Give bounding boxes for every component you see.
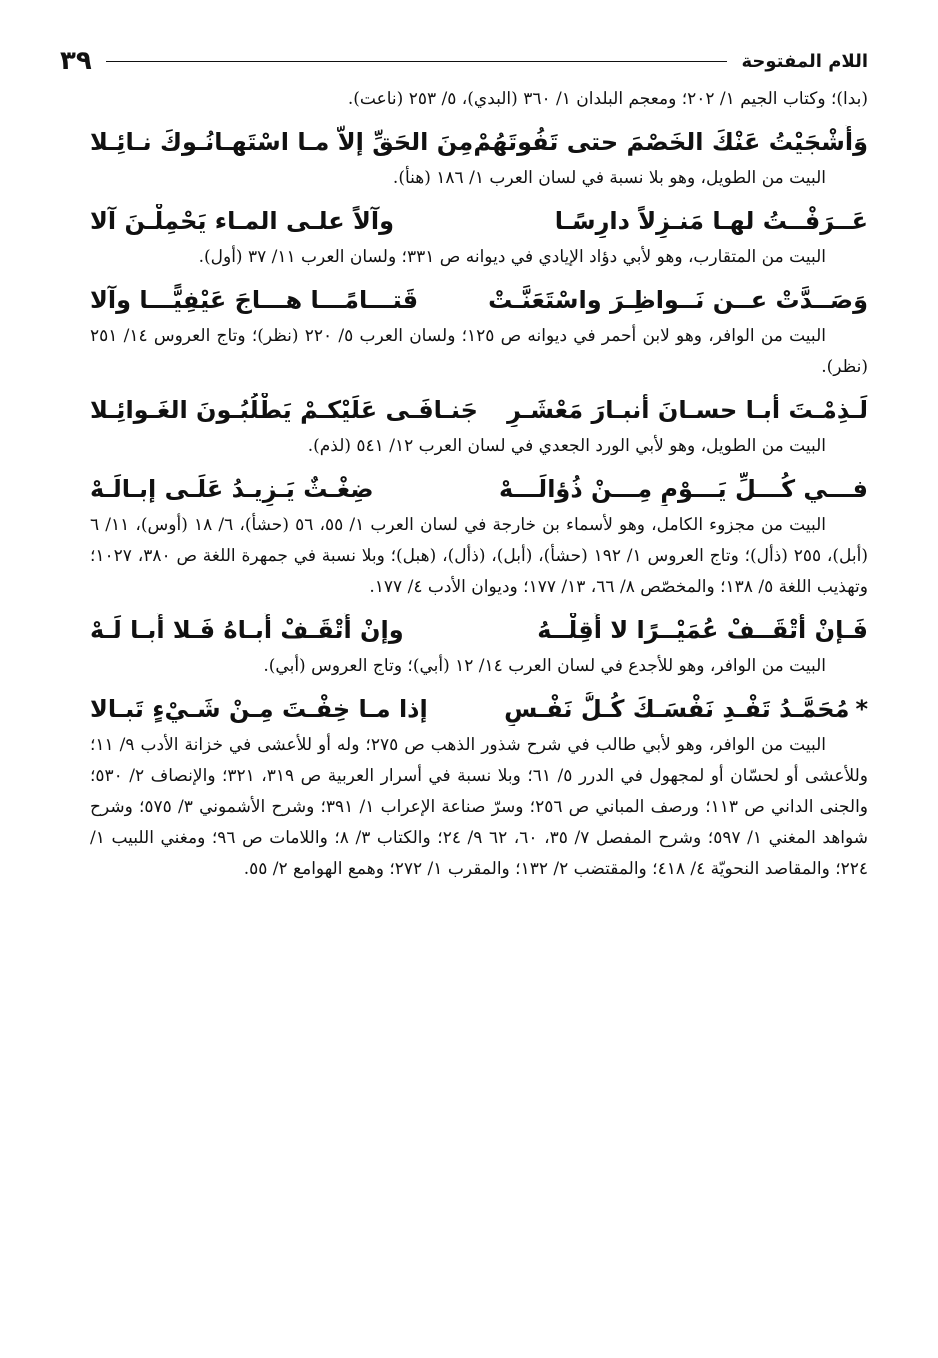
verse-second-hemistich: إذا مـا خِفْـتَ مِـنْ شَـيْءٍ تَبـالا: [90, 695, 428, 723]
running-title: اللام المفتوحة: [741, 50, 868, 72]
source-note: (بدا)؛ وكتاب الجيم ١/ ٢٠٢؛ ومعجم البلدان ١/ ٣٦٠ (البدي)، ٥/ ٢٥٣ (ناعت).: [347, 89, 868, 109]
verse-second-hemistich: ضِغْـثٌ يَـزِيـدُ عَلَـى إبـالَـهْ: [90, 475, 374, 503]
source-note: البيت من الوافر، وهو لابن أحمر في ديوانه ص ١٢٥؛ ولسان العرب ٥/ ٢٢٠ (نظر)؛ وتاج العروس ١٤/ ٢٥١ (نظر).: [90, 326, 868, 377]
verse-first-hemistich: وَأَشْجَيْتُ عَنْكَ الخَصْمَ حتى تَفُوتَهُمْ: [473, 128, 868, 156]
source-note: البيت من مجزوء الكامل، وهو لأسماء بن خارجة في لسان العرب ١/ ٥٥، ٥٦ (حشأ)، ٦/ ١٨ (أوس)، ١١/ ٦ (أبل)، ٢٥٥ (ذأل)؛ وتاج العروس ١/ ١٩٢ (حشأ)، (أبل)، (ذأل)، (هبل)؛ وبلا نسبة في جمهرة اللغة ص ٣٨٠، ١٠٢٧؛ وتهذيب اللغة ٥/ ١٣٨؛ والمخصّص ٨/ ٦٦، ١٣/ ١٧٧؛ وديوان الأدب ٤/ ١٧٧.: [90, 515, 869, 597]
verse-line: [90, 692, 868, 726]
verse-first-hemistich: [504, 692, 868, 726]
verse-first-hemistich: لَـذِمْـتَ أبـا حسـانَ أنبـارَ مَعْشَـرٍ: [507, 396, 868, 424]
source-note: البيت من الطويل، وهو لأبي الورد الجعدي في لسان العرب ١٢/ ٥٤١ (لذم).: [307, 436, 826, 456]
verse-line: [90, 472, 868, 506]
verse-first-hemistich: فـــي كُـــلِّ يَـــوْمٍ مِـــنْ ذُؤالَـــهْ: [499, 475, 868, 503]
header-rule: [106, 61, 728, 62]
verse-second-hemistich: مِنَ الحَقِّ إلاّ مـا اسْتَهـانُـوكَ نـائِـلا: [90, 128, 474, 156]
page-number: ٣٩: [60, 46, 92, 76]
star-marker: *: [855, 695, 868, 723]
verse-second-hemistich: وإنْ أَتْقَـفْ أَبـاهُ فَـلا أَبـا لَـهْ: [90, 616, 404, 644]
source-note: البيت من الوافر، وهو للأجدع في لسان العرب ١٤/ ١٢ (أبي)؛ وتاج العروس (أبي).: [263, 656, 826, 676]
source-note: البيت من المتقارب، وهو لأبي دؤاد الإيادي في ديوانه ص ٣٣١؛ ولسان العرب ١١/ ٣٧ (أول).: [198, 247, 826, 267]
verse-line: [90, 393, 868, 427]
verse-first-hemistich-text: مُحَمَّـدُ تَفْـدِ نَفْسَـكَ كُـلُّ نَفْـسٍ: [504, 695, 850, 723]
verse-line: [90, 125, 868, 159]
page-header: [60, 38, 868, 84]
verse-second-hemistich: قَتـــامًـــا هـــاجَ عَيْفِيًّـــا وآلا: [90, 286, 419, 314]
source-note: البيت من الطويل، وهو بلا نسبة في لسان العرب ١/ ١٨٦ (هنأ).: [392, 168, 826, 188]
verse-first-hemistich: فَـإنْ أَتْقَــفْ عُمَيْــرًا لا أُقِلْــهُ: [537, 616, 868, 644]
verse-first-hemistich: وَصَــدَّتْ عــن نَــواظِـرَ واسْتَعَنَّـتْ: [488, 286, 868, 314]
verse-line: [90, 613, 868, 647]
verse-first-hemistich: عَــرَفْــتُ لهـا مَنـزِلاً دارِسًـا: [554, 207, 868, 235]
verse-line: [90, 204, 868, 238]
verse-line: [90, 283, 868, 317]
verse-second-hemistich: وآلاً علـى المـاء يَحْمِلْـنَ آلا: [90, 207, 395, 235]
verse-second-hemistich: جَنـافَـى عَلَيْكـمْ يَطْلُبُـونَ الغَـوائِـلا: [90, 396, 478, 424]
source-note: البيت من الوافر، وهو لأبي طالب في شرح شذور الذهب ص ٢٧٥؛ وله أو للأعشى في خزانة الأدب ٩/ ١١؛ وللأعشى أو لحسّان أو لمجهول في الدرر ٥/ ٦١؛ وبلا نسبة في أسرار العربية ص ٣١٩، ٣٢١؛ والإنصاف ٢/ ٥٣٠؛ والجنى الداني ص ١١٣؛ ورصف المباني ص ٢٥٦؛ وسرّ صناعة الإعراب ١/ ٣٩١؛ وشرح الأشموني ٣/ ٥٧٥؛ وشرح شواهد المغني ١/ ٥٩٧؛ وشرح المفصل ٧/ ٣٥، ٦٠، ٦٢ ٩/ ٢٤؛ والكتاب ٣/ ٨؛ واللامات ص ٩٦؛ ومغني اللبيب ١/ ٢٢٤؛ والمقاصد النحويّة ٤/ ٤١٨؛ والمقتضب ٢/ ١٣٢؛ والمقرب ١/ ٢٧٢؛ وهمع الهوامع ٢/ ٥٥.: [90, 735, 869, 879]
